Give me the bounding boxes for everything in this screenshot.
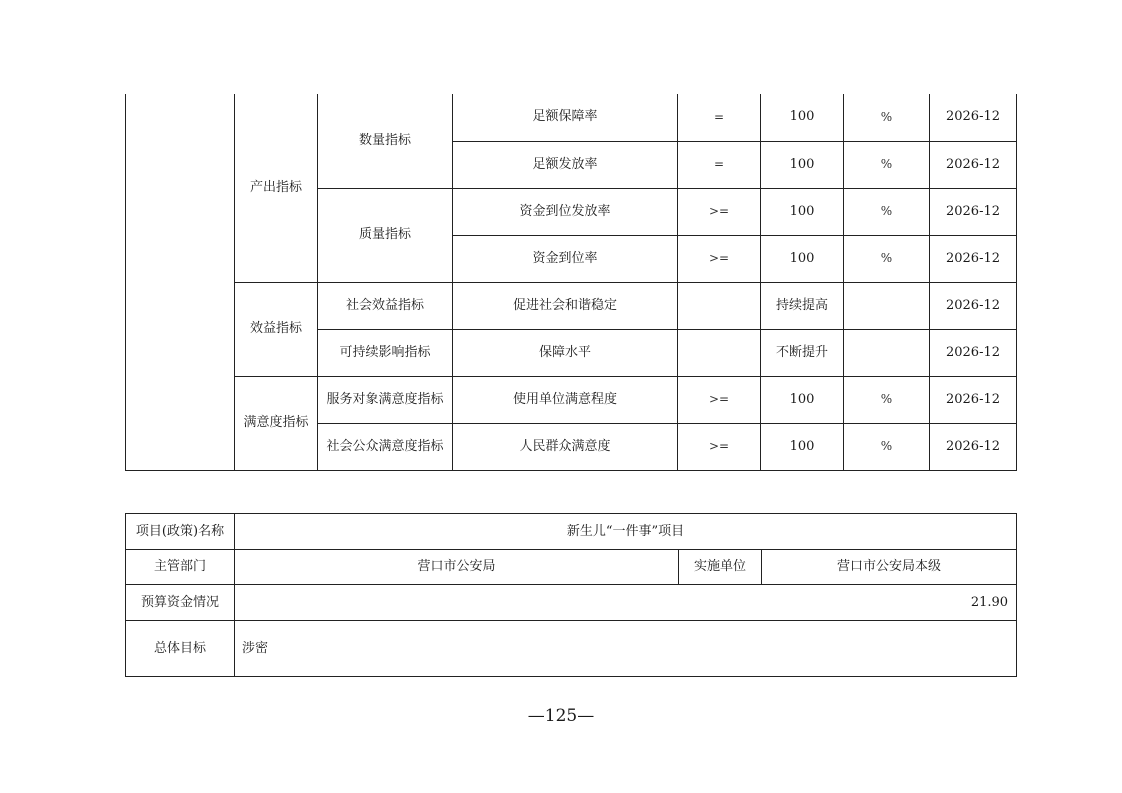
indicator-value: 100: [761, 235, 844, 282]
indicator-operator: >=: [678, 188, 761, 235]
level2-indicator: 数量指标: [318, 94, 453, 188]
project-info-table: [125, 513, 1017, 677]
level2-indicator: 可持续影响指标: [318, 329, 453, 376]
level2-indicator: 质量指标: [318, 188, 453, 282]
level2-indicator: 社会公众满意度指标: [318, 423, 453, 470]
indicator-unit: [844, 282, 930, 329]
table-row: [126, 621, 1017, 677]
indicator-operator: =: [678, 141, 761, 188]
indicator-name: 足额发放率: [453, 141, 678, 188]
project-name-value: 新生儿“一件事”项目: [235, 514, 1017, 550]
indicator-unit: %: [844, 141, 930, 188]
page-number: —125—: [527, 706, 595, 726]
indicator-date: 2026-12: [930, 235, 1017, 282]
indicator-operator: >=: [678, 423, 761, 470]
level2-indicator: 服务对象满意度指标: [318, 376, 453, 423]
indicator-name: 足额保障率: [453, 94, 678, 141]
indicator-unit: %: [844, 423, 930, 470]
continued-category-cell: [126, 94, 235, 470]
indicator-date: 2026-12: [930, 329, 1017, 376]
level2-indicator: 社会效益指标: [318, 282, 453, 329]
indicator-unit: %: [844, 188, 930, 235]
budget-label: 预算资金情况: [126, 585, 235, 621]
department-label: 主管部门: [126, 550, 235, 585]
indicator-name: 促进社会和谐稳定: [453, 282, 678, 329]
overall-goal-value: 涉密: [235, 621, 1017, 677]
table-row: [126, 514, 1017, 550]
indicator-value: 100: [761, 423, 844, 470]
indicator-name: 保障水平: [453, 329, 678, 376]
indicator-operator: >=: [678, 235, 761, 282]
project-name-label: 项目(政策)名称: [126, 514, 235, 550]
indicator-date: 2026-12: [930, 376, 1017, 423]
indicator-unit: [844, 329, 930, 376]
indicator-value: 100: [761, 94, 844, 141]
indicator-name: 人民群众满意度: [453, 423, 678, 470]
table-row: [126, 550, 1017, 585]
indicator-operator: [678, 329, 761, 376]
indicator-unit: %: [844, 235, 930, 282]
table-row: [126, 376, 1017, 423]
indicator-operator: [678, 282, 761, 329]
budget-value: 21.90: [235, 585, 1017, 621]
table-row: [126, 585, 1017, 621]
indicator-name: 资金到位发放率: [453, 188, 678, 235]
indicator-date: 2026-12: [930, 188, 1017, 235]
level1-indicator: 满意度指标: [235, 376, 318, 470]
indicator-date: 2026-12: [930, 282, 1017, 329]
indicator-value: 100: [761, 188, 844, 235]
level1-indicator: 效益指标: [235, 282, 318, 376]
department-value: 营口市公安局: [235, 550, 679, 585]
overall-goal-label: 总体目标: [126, 621, 235, 677]
indicator-operator: =: [678, 94, 761, 141]
indicator-value: 不断提升: [761, 329, 844, 376]
indicator-value: 100: [761, 141, 844, 188]
indicator-date: 2026-12: [930, 141, 1017, 188]
indicator-unit: %: [844, 94, 930, 141]
implementing-unit-value: 营口市公安局本级: [762, 550, 1017, 585]
indicator-name: 使用单位满意程度: [453, 376, 678, 423]
table-row: [126, 94, 1017, 141]
indicator-value: 持续提高: [761, 282, 844, 329]
implementing-unit-label: 实施单位: [679, 550, 762, 585]
indicator-date: 2026-12: [930, 94, 1017, 141]
indicator-unit: %: [844, 376, 930, 423]
level1-indicator: 产出指标: [235, 94, 318, 282]
performance-indicator-table: [125, 94, 1017, 471]
indicator-operator: >=: [678, 376, 761, 423]
indicator-name: 资金到位率: [453, 235, 678, 282]
table-row: [126, 282, 1017, 329]
indicator-date: 2026-12: [930, 423, 1017, 470]
indicator-value: 100: [761, 376, 844, 423]
